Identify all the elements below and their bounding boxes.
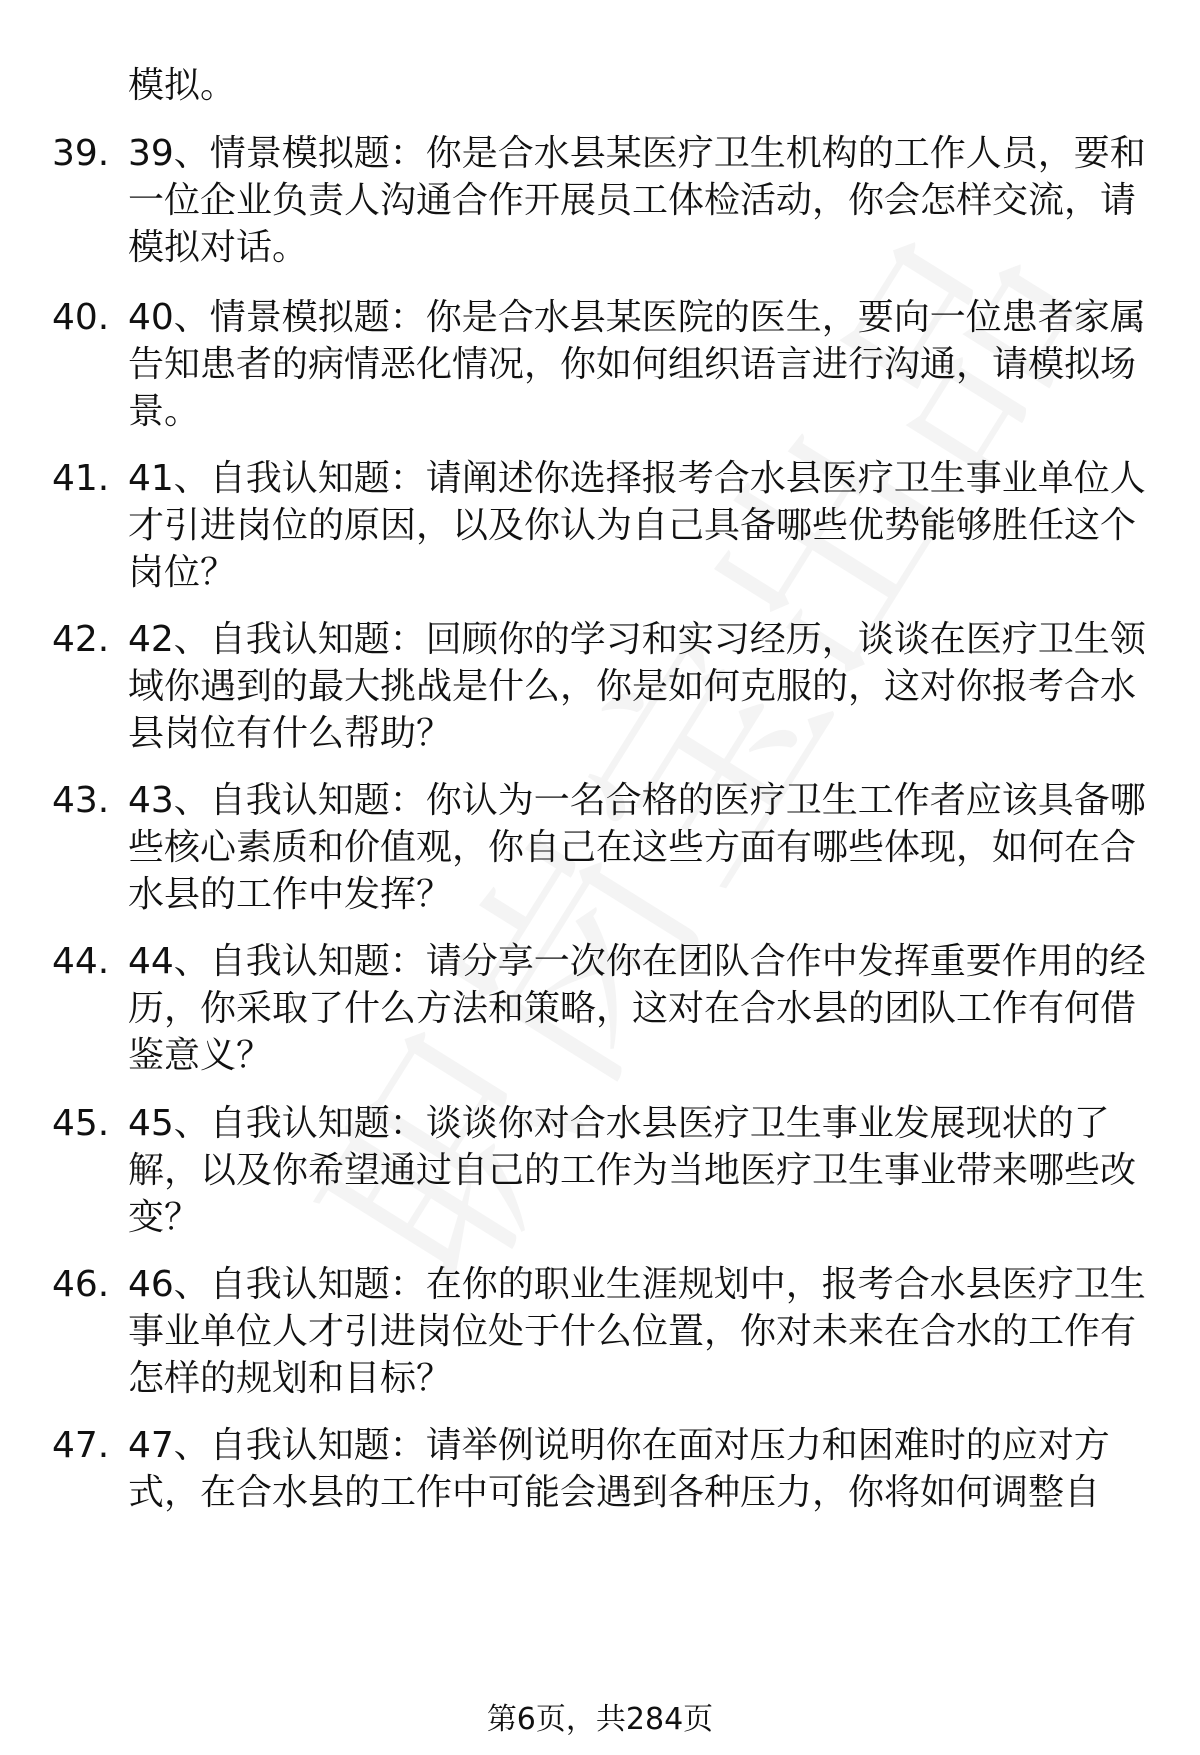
question-number: 47. (52, 1425, 110, 1466)
page-footer: 第6页，共284页 (486, 1702, 714, 1737)
question-text: 47、自我认知题：请举例说明你在面对压力和困难时的应对方式，在合水县的工作中可能会遇到各种压力，你将如何调整自 (128, 1425, 1110, 1513)
question-text: 41、自我认知题：请阐述你选择报考合水县医疗卫生事业单位人才引进岗位的原因，以及你认为自己具备哪些优势能够胜任这个岗位？ (128, 458, 1146, 593)
question-number: 45. (52, 1103, 110, 1144)
question-number: 46. (52, 1264, 110, 1305)
question-number: 39. (52, 133, 110, 174)
question-text: 43、自我认知题：你认为一名合格的医疗卫生工作者应该具备哪些核心素质和价值观，你自己在这些方面有哪些体现，如何在合水县的工作中发挥？ (128, 780, 1146, 915)
question-text: 39、情景模拟题：你是合水县某医疗卫生机构的工作人员，要和一位企业负责人沟通合作开展员工体检活动，你会怎样交流，请模拟对话。 (128, 133, 1146, 268)
question-text: 44、自我认知题：请分享一次你在团队合作中发挥重要作用的经历，你采取了什么方法和策略，这对在合水县的团队工作有何借鉴意义？ (128, 941, 1146, 1076)
question-number: 42. (52, 619, 110, 660)
question-number: 41. (52, 458, 110, 499)
question-text: 45、自我认知题：谈谈你对合水县医疗卫生事业发展现状的了解，以及你希望通过自己的工作为当地医疗卫生事业带来哪些改变？ (128, 1103, 1137, 1238)
question-number: 40. (52, 297, 110, 338)
question-text: 42、自我认知题：回顾你的学习和实习经历，谈谈在医疗卫生领域你遇到的最大挑战是什么，你是如何克服的，这对你报考合水县岗位有什么帮助？ (128, 619, 1146, 754)
continuation-text: 模拟。 (128, 65, 237, 106)
question-number: 43. (52, 780, 110, 821)
question-number: 44. (52, 941, 110, 982)
question-text: 46、自我认知题：在你的职业生涯规划中，报考合水县医疗卫生事业单位人才引进岗位处于什么位置，你对未来在合水的工作有怎样的规划和目标？ (128, 1264, 1146, 1399)
question-text: 40、情景模拟题：你是合水县某医院的医生，要向一位患者家属告知患者的病情恶化情况，你如何组织语言进行沟通，请模拟场景。 (128, 297, 1146, 432)
